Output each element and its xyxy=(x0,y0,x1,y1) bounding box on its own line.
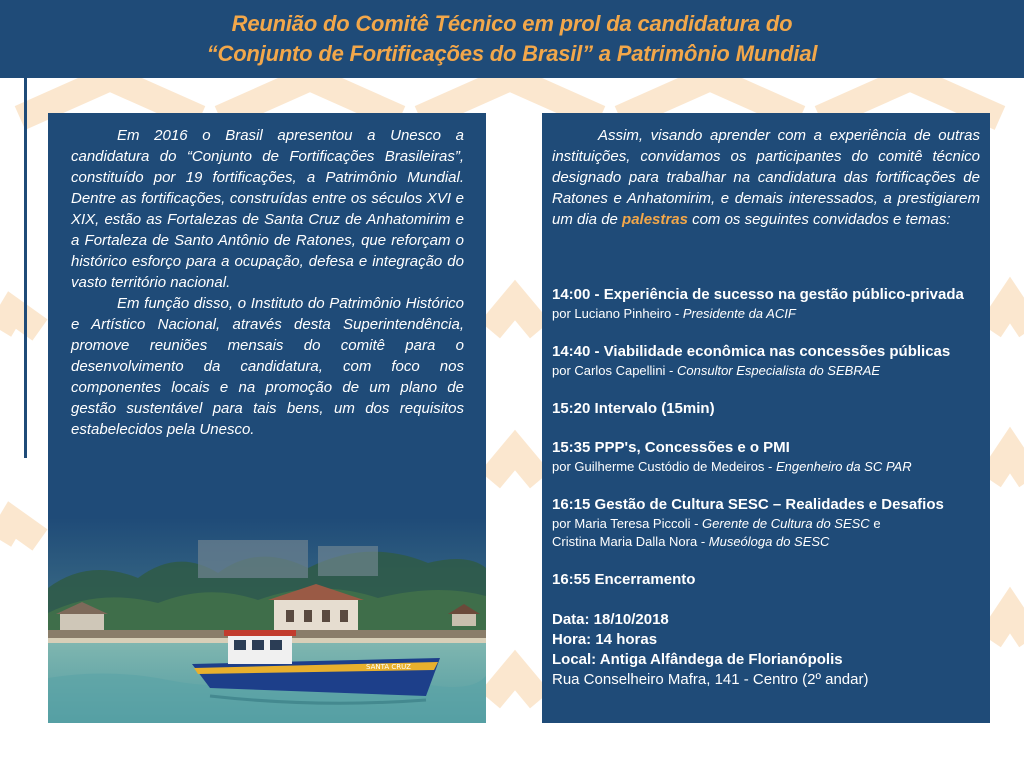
speaker-name: Cristina Maria Dalla Nora - xyxy=(552,534,709,549)
header-banner xyxy=(0,0,1024,78)
invitation-paragraph xyxy=(552,125,980,230)
schedule-item-speaker xyxy=(552,515,982,533)
schedule-item-speaker-2 xyxy=(552,533,982,551)
event-time: Hora: 14 horas xyxy=(552,631,658,648)
schedule-item-speaker xyxy=(552,362,982,380)
speaker-role: Museóloga do SESC xyxy=(708,534,830,549)
schedule-item-title: 15:35 PPP's, Concessões e o PMI xyxy=(552,439,790,456)
schedule-item xyxy=(552,495,982,551)
speaker-name: por Carlos Capellini - xyxy=(552,363,677,378)
schedule-item xyxy=(552,570,982,590)
event-date: Data: 18/10/2018 xyxy=(552,611,669,628)
page-title-line-2: “Conjunto de Fortificações do Brasil” a Patrimônio Mundial xyxy=(206,41,818,66)
left-panel xyxy=(48,113,486,723)
page-title-line-1: Reunião do Comitê Técnico em prol da candidatura do xyxy=(231,11,793,36)
right-panel xyxy=(542,113,990,723)
left-panel-text xyxy=(71,125,464,440)
schedule-item-title: 14:00 - Experiência de sucesso na gestão público-privada xyxy=(552,286,964,303)
accent-bar xyxy=(24,78,27,458)
event-address: Rua Conselheiro Mafra, 141 - Centro (2º andar) xyxy=(552,671,869,688)
schedule-item-title: 16:55 Encerramento xyxy=(552,571,696,588)
speaker-role: Consultor Especialista do SEBRAE xyxy=(677,363,881,378)
speaker-conjunction: e xyxy=(869,516,881,531)
schedule-item xyxy=(552,438,982,476)
speaker-name: por Luciano Pinheiro - xyxy=(552,306,683,321)
speaker-role: Presidente da ACIF xyxy=(682,306,796,321)
speaker-name: por Maria Teresa Piccoli - xyxy=(552,516,703,531)
fortress-boat-photo xyxy=(48,518,486,723)
event-details xyxy=(552,610,982,690)
schedule-item xyxy=(552,399,982,419)
boat-name-text: SANTA CRUZ xyxy=(366,663,411,671)
speaker-role: Gerente de Cultura do SESC xyxy=(702,516,870,531)
schedule-item xyxy=(552,342,982,380)
left-paragraph-1: Em 2016 o Brasil apresentou a Unesco a candidatura do “Conjunto de Fortificações Brasileiras”, constituído por 19 fortificações, a Patrimônio Mundial. Dentre as fortificações, construídas entre os séculos XVI e XIX, estão as Fortalezas de Santa Cruz de Anhatomirim e a Fortaleza de Santo Antônio de Ratones, que reforçam o histórico esforço para a ocupação, defesa e integração do vasto território nacional. xyxy=(71,127,464,291)
speaker-name: por Guilherme Custódio de Medeiros - xyxy=(552,459,776,474)
speaker-role: Engenheiro da SC PAR xyxy=(776,459,912,474)
left-paragraph-2: Em função disso, o Instituto do Patrimônio Histórico e Artístico Nacional, através desta Superintendência, promove reuniões mensais do comitê para o desenvolvimento da candidatura, com foco nos componentes locais e na promoção de um plano de gestão sustentável para tais bens, um dos requisitos estabelecidos pela Unesco. xyxy=(71,295,464,438)
event-location: Local: Antiga Alfândega de Florianópolis xyxy=(552,651,843,668)
intro-text-before: Assim, visando aprender com a experiência de outras instituições, convidamos os participantes do comitê técnico designado para trabalhar na candidatura das fortificações de Ratones e Anhatomirim, e demais interessados, a prestigiarem um dia de xyxy=(552,127,980,228)
intro-highlight-palestras: palestras xyxy=(622,211,688,228)
schedule-item xyxy=(552,285,982,323)
schedule-item-speaker xyxy=(552,305,982,323)
schedule-item-speaker xyxy=(552,458,982,476)
schedule-list xyxy=(552,285,982,690)
schedule-item-title: 14:40 - Viabilidade econômica nas concessões públicas xyxy=(552,343,951,360)
intro-text-after: com os seguintes convidados e temas: xyxy=(687,211,951,228)
schedule-item-title: 16:15 Gestão de Cultura SESC – Realidades e Desafios xyxy=(552,496,944,513)
schedule-item-title: 15:20 Intervalo (15min) xyxy=(552,400,715,417)
